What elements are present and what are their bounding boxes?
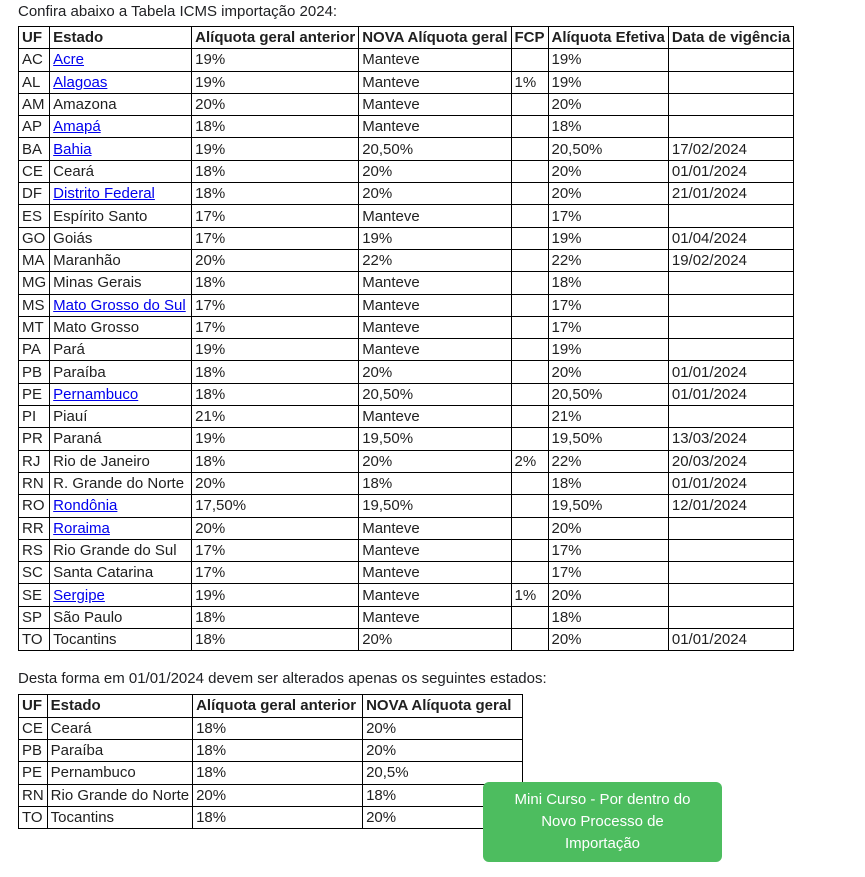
cell-uf: PE xyxy=(19,383,50,405)
cell-efetiva: 19% xyxy=(548,339,668,361)
cell-nova: 20% xyxy=(359,361,511,383)
cell-nova: Manteve xyxy=(359,116,511,138)
cell-nova: Manteve xyxy=(359,294,511,316)
table-row xyxy=(19,450,794,472)
cell-efetiva: 19,50% xyxy=(548,428,668,450)
cell-vigencia: 01/01/2024 xyxy=(668,629,793,651)
cell-anterior: 18% xyxy=(193,739,363,761)
icms-table xyxy=(18,26,794,651)
cell-fcp xyxy=(511,249,548,271)
cell-vigencia: 20/03/2024 xyxy=(668,450,793,472)
cell-fcp xyxy=(511,227,548,249)
cell-uf: PR xyxy=(19,428,50,450)
table-row xyxy=(19,138,794,160)
mini-curso-button-label-line2: Novo Processo de xyxy=(541,813,664,830)
table-row xyxy=(19,272,794,294)
cell-anterior: 19% xyxy=(192,71,359,93)
cell-vigencia xyxy=(668,606,793,628)
cell-efetiva: 20% xyxy=(548,93,668,115)
cell-estado: Rio de Janeiro xyxy=(50,450,192,472)
cell-anterior: 20% xyxy=(192,249,359,271)
cell-vigencia xyxy=(668,562,793,584)
cell-efetiva: 21% xyxy=(548,406,668,428)
cell-fcp xyxy=(511,138,548,160)
cell-anterior: 18% xyxy=(192,383,359,405)
table-row xyxy=(19,49,794,71)
cell-nova: 18% xyxy=(363,784,523,806)
changes-intro-text: Desta forma em 01/01/2024 devem ser alterados apenas os seguintes estados: xyxy=(18,670,547,688)
cell-uf: CE xyxy=(19,717,48,739)
cell-estado xyxy=(50,495,192,517)
cell-vigencia xyxy=(668,406,793,428)
cell-uf: RR xyxy=(19,517,50,539)
cell-anterior: 21% xyxy=(192,406,359,428)
state-link[interactable]: Bahia xyxy=(53,140,92,158)
cell-nova: 20% xyxy=(363,739,523,761)
cell-efetiva: 20% xyxy=(548,361,668,383)
table-row xyxy=(19,205,794,227)
table-row xyxy=(19,71,794,93)
cell-vigencia: 13/03/2024 xyxy=(668,428,793,450)
cell-uf: MS xyxy=(19,294,50,316)
cell-uf: AP xyxy=(19,116,50,138)
cell-estado xyxy=(50,138,192,160)
table-row xyxy=(19,294,794,316)
cell-anterior: 17% xyxy=(192,227,359,249)
cell-fcp xyxy=(511,472,548,494)
cell-estado: Tocantins xyxy=(50,629,192,651)
cell-nova: Manteve xyxy=(359,517,511,539)
cell-efetiva: 20% xyxy=(548,584,668,606)
column-header: Data de vigência xyxy=(668,27,793,49)
column-header: Alíquota Efetiva xyxy=(548,27,668,49)
cell-nova: 22% xyxy=(359,249,511,271)
cell-nova: 20% xyxy=(359,450,511,472)
cell-efetiva: 17% xyxy=(548,294,668,316)
cell-vigencia: 21/01/2024 xyxy=(668,183,793,205)
cell-anterior: 20% xyxy=(192,517,359,539)
cell-uf: MT xyxy=(19,316,50,338)
table-row xyxy=(19,406,794,428)
cell-anterior: 18% xyxy=(192,450,359,472)
cell-vigencia xyxy=(668,93,793,115)
table-row xyxy=(19,316,794,338)
cell-nova: 20,50% xyxy=(359,138,511,160)
cell-vigencia: 01/01/2024 xyxy=(668,160,793,182)
cell-estado: Espírito Santo xyxy=(50,205,192,227)
cell-nova: Manteve xyxy=(359,562,511,584)
cell-vigencia xyxy=(668,517,793,539)
cell-uf: CE xyxy=(19,160,50,182)
cell-uf: PB xyxy=(19,739,48,761)
table-row xyxy=(19,339,794,361)
cell-vigencia xyxy=(668,316,793,338)
cell-anterior: 18% xyxy=(192,183,359,205)
cell-fcp xyxy=(511,629,548,651)
cell-anterior: 17% xyxy=(192,539,359,561)
cell-anterior: 18% xyxy=(193,806,363,828)
table-row xyxy=(19,762,523,784)
cell-estado xyxy=(50,294,192,316)
cell-efetiva: 17% xyxy=(548,562,668,584)
table-row xyxy=(19,562,794,584)
cell-uf: TO xyxy=(19,629,50,651)
cell-efetiva: 18% xyxy=(548,472,668,494)
cell-anterior: 19% xyxy=(192,428,359,450)
cell-anterior: 19% xyxy=(192,49,359,71)
cell-fcp xyxy=(511,428,548,450)
cell-vigencia xyxy=(668,71,793,93)
cell-vigencia: 01/01/2024 xyxy=(668,383,793,405)
cell-estado: R. Grande do Norte xyxy=(50,472,192,494)
cell-estado: Goiás xyxy=(50,227,192,249)
state-link[interactable]: Acre xyxy=(53,51,85,69)
cell-anterior: 19% xyxy=(192,138,359,160)
cell-anterior: 18% xyxy=(192,160,359,182)
cell-estado: Tocantins xyxy=(47,806,192,828)
cell-uf: AL xyxy=(19,71,50,93)
cell-nova: Manteve xyxy=(359,205,511,227)
state-link[interactable]: Amapá xyxy=(53,118,101,136)
cell-fcp xyxy=(511,562,548,584)
cell-fcp xyxy=(511,272,548,294)
changes-table xyxy=(18,694,523,829)
cell-vigencia: 01/01/2024 xyxy=(668,472,793,494)
cell-anterior: 19% xyxy=(192,584,359,606)
cell-efetiva: 18% xyxy=(548,606,668,628)
cell-uf: PE xyxy=(19,762,48,784)
cell-uf: RS xyxy=(19,539,50,561)
column-header: UF xyxy=(19,27,50,49)
column-header: Alíquota geral anterior xyxy=(193,695,363,717)
cell-fcp xyxy=(511,316,548,338)
table-row xyxy=(19,584,794,606)
cell-uf: BA xyxy=(19,138,50,160)
cell-estado: Amazona xyxy=(50,93,192,115)
mini-curso-button-label-line3: Importação xyxy=(564,835,641,852)
cell-uf: SE xyxy=(19,584,50,606)
state-link[interactable]: Sergipe xyxy=(53,586,105,604)
cell-nova: Manteve xyxy=(359,93,511,115)
state-link[interactable]: Alagoas xyxy=(53,73,108,91)
column-header: NOVA Alíquota geral xyxy=(363,695,523,717)
cell-uf: RJ xyxy=(19,450,50,472)
cell-vigencia xyxy=(668,116,793,138)
cell-nova: 20% xyxy=(359,160,511,182)
cell-efetiva: 17% xyxy=(548,539,668,561)
cell-nova: 20% xyxy=(359,629,511,651)
cell-estado: Paraíba xyxy=(50,361,192,383)
cell-vigencia: 19/02/2024 xyxy=(668,249,793,271)
table-row xyxy=(19,739,523,761)
cell-estado: Santa Catarina xyxy=(50,562,192,584)
table-row xyxy=(19,472,794,494)
cell-fcp xyxy=(511,383,548,405)
cell-nova: Manteve xyxy=(359,339,511,361)
cell-nova: Manteve xyxy=(359,406,511,428)
cell-vigencia: 17/02/2024 xyxy=(668,138,793,160)
cell-estado: Pernambuco xyxy=(47,762,192,784)
cell-nova: 18% xyxy=(359,472,511,494)
cell-efetiva: 22% xyxy=(548,249,668,271)
table-row xyxy=(19,539,794,561)
table-row xyxy=(19,227,794,249)
cell-anterior: 20% xyxy=(192,93,359,115)
cell-uf: RN xyxy=(19,784,48,806)
cell-estado xyxy=(50,49,192,71)
column-header: Estado xyxy=(47,695,192,717)
cell-nova: 19% xyxy=(359,227,511,249)
cell-efetiva: 20% xyxy=(548,160,668,182)
column-header: Estado xyxy=(50,27,192,49)
cell-nova: 20% xyxy=(363,806,523,828)
cell-estado: Rio Grande do Norte xyxy=(47,784,192,806)
cell-efetiva: 18% xyxy=(548,116,668,138)
state-link[interactable]: Mato Grosso do Sul xyxy=(53,296,186,314)
cell-nova: Manteve xyxy=(359,606,511,628)
cell-fcp: 2% xyxy=(511,450,548,472)
cell-estado xyxy=(50,383,192,405)
cell-nova: 19,50% xyxy=(359,495,511,517)
cell-efetiva: 18% xyxy=(548,272,668,294)
cell-anterior: 18% xyxy=(192,629,359,651)
cell-vigencia: 01/04/2024 xyxy=(668,227,793,249)
cell-vigencia xyxy=(668,539,793,561)
cell-estado xyxy=(50,517,192,539)
cell-nova: 20% xyxy=(359,183,511,205)
cell-efetiva: 20% xyxy=(548,517,668,539)
column-header: NOVA Alíquota geral xyxy=(359,27,511,49)
cell-efetiva: 19% xyxy=(548,49,668,71)
cell-anterior: 18% xyxy=(192,116,359,138)
cell-anterior: 17% xyxy=(192,562,359,584)
cell-fcp xyxy=(511,160,548,182)
table-row xyxy=(19,361,794,383)
cell-uf: TO xyxy=(19,806,48,828)
column-header: FCP xyxy=(511,27,548,49)
intro-text: Confira abaixo a Tabela ICMS importação 2024: xyxy=(18,3,338,20)
cell-anterior: 17% xyxy=(192,205,359,227)
cell-uf: PI xyxy=(19,406,50,428)
cell-fcp xyxy=(511,93,548,115)
cell-vigencia xyxy=(668,294,793,316)
mini-curso-button-label-line1: Mini Curso - Por dentro do xyxy=(514,791,691,808)
cell-estado: Paraná xyxy=(50,428,192,450)
cell-nova: Manteve xyxy=(359,49,511,71)
table-row xyxy=(19,116,794,138)
table-row xyxy=(19,183,794,205)
cell-efetiva: 20% xyxy=(548,183,668,205)
cell-nova: Manteve xyxy=(359,539,511,561)
mini-curso-button[interactable] xyxy=(483,782,722,862)
cell-uf: PB xyxy=(19,361,50,383)
cell-efetiva: 19% xyxy=(548,227,668,249)
cell-uf: MA xyxy=(19,249,50,271)
cell-efetiva: 22% xyxy=(548,450,668,472)
cell-anterior: 20% xyxy=(193,784,363,806)
cell-uf: SC xyxy=(19,562,50,584)
cell-efetiva: 19% xyxy=(548,71,668,93)
cell-estado xyxy=(50,116,192,138)
cell-nova: Manteve xyxy=(359,584,511,606)
cell-nova: 19,50% xyxy=(359,428,511,450)
cell-estado: São Paulo xyxy=(50,606,192,628)
state-link[interactable]: Rondônia xyxy=(53,497,118,515)
column-header: UF xyxy=(19,695,48,717)
cell-estado: Paraíba xyxy=(47,739,192,761)
cell-nova: Manteve xyxy=(359,272,511,294)
cell-anterior: 17% xyxy=(192,316,359,338)
table-row xyxy=(19,629,794,651)
cell-uf: PA xyxy=(19,339,50,361)
table-row xyxy=(19,428,794,450)
cell-vigencia: 01/01/2024 xyxy=(668,361,793,383)
cell-fcp xyxy=(511,495,548,517)
table-header-row xyxy=(19,695,523,717)
cell-uf: DF xyxy=(19,183,50,205)
cell-efetiva: 17% xyxy=(548,316,668,338)
cell-estado: Ceará xyxy=(47,717,192,739)
state-link[interactable]: Pernambuco xyxy=(53,385,139,403)
table-header-row xyxy=(19,27,794,49)
cell-fcp: 1% xyxy=(511,584,548,606)
cell-efetiva: 20% xyxy=(548,629,668,651)
cell-vigencia xyxy=(668,205,793,227)
cell-nova: 20,5% xyxy=(363,762,523,784)
cell-efetiva: 19,50% xyxy=(548,495,668,517)
cell-anterior: 18% xyxy=(192,361,359,383)
cell-fcp xyxy=(511,294,548,316)
cell-estado: Maranhão xyxy=(50,249,192,271)
cell-anterior: 18% xyxy=(192,606,359,628)
cell-nova: Manteve xyxy=(359,71,511,93)
column-header: Alíquota geral anterior xyxy=(192,27,359,49)
cell-uf: RN xyxy=(19,472,50,494)
table-row xyxy=(19,93,794,115)
table-row xyxy=(19,160,794,182)
cell-fcp: 1% xyxy=(511,71,548,93)
cell-fcp xyxy=(511,517,548,539)
table-row xyxy=(19,495,794,517)
cell-anterior: 17,50% xyxy=(192,495,359,517)
cell-estado: Mato Grosso xyxy=(50,316,192,338)
cell-uf: AC xyxy=(19,49,50,71)
table-row xyxy=(19,606,794,628)
cell-estado xyxy=(50,183,192,205)
table-row xyxy=(19,249,794,271)
cell-estado: Piauí xyxy=(50,406,192,428)
state-link[interactable]: Distrito Federal xyxy=(53,185,155,203)
cell-anterior: 18% xyxy=(193,717,363,739)
cell-efetiva: 20,50% xyxy=(548,383,668,405)
cell-uf: AM xyxy=(19,93,50,115)
table-row xyxy=(19,806,523,828)
cell-uf: GO xyxy=(19,227,50,249)
cell-estado: Ceará xyxy=(50,160,192,182)
cell-estado: Rio Grande do Sul xyxy=(50,539,192,561)
cell-nova: Manteve xyxy=(359,316,511,338)
cell-estado: Minas Gerais xyxy=(50,272,192,294)
cell-nova: 20% xyxy=(363,717,523,739)
table-row xyxy=(19,383,794,405)
cell-nova: 20,50% xyxy=(359,383,511,405)
cell-vigencia xyxy=(668,339,793,361)
cell-fcp xyxy=(511,361,548,383)
cell-vigencia xyxy=(668,49,793,71)
cell-vigencia xyxy=(668,272,793,294)
cell-anterior: 18% xyxy=(192,272,359,294)
cell-estado xyxy=(50,584,192,606)
cell-fcp xyxy=(511,183,548,205)
table-row xyxy=(19,784,523,806)
cell-estado: Pará xyxy=(50,339,192,361)
table-row xyxy=(19,717,523,739)
cell-fcp xyxy=(511,116,548,138)
cell-anterior: 18% xyxy=(193,762,363,784)
cell-vigencia: 12/01/2024 xyxy=(668,495,793,517)
cell-fcp xyxy=(511,539,548,561)
cell-uf: ES xyxy=(19,205,50,227)
cell-anterior: 17% xyxy=(192,294,359,316)
cell-fcp xyxy=(511,49,548,71)
cell-fcp xyxy=(511,339,548,361)
cell-uf: SP xyxy=(19,606,50,628)
cell-estado xyxy=(50,71,192,93)
cell-anterior: 19% xyxy=(192,339,359,361)
cell-fcp xyxy=(511,606,548,628)
cell-fcp xyxy=(511,406,548,428)
state-link[interactable]: Roraima xyxy=(53,519,110,537)
cell-uf: MG xyxy=(19,272,50,294)
table-row xyxy=(19,517,794,539)
cell-anterior: 20% xyxy=(192,472,359,494)
cell-uf: RO xyxy=(19,495,50,517)
cell-efetiva: 17% xyxy=(548,205,668,227)
cell-vigencia xyxy=(668,584,793,606)
cell-fcp xyxy=(511,205,548,227)
cell-efetiva: 20,50% xyxy=(548,138,668,160)
